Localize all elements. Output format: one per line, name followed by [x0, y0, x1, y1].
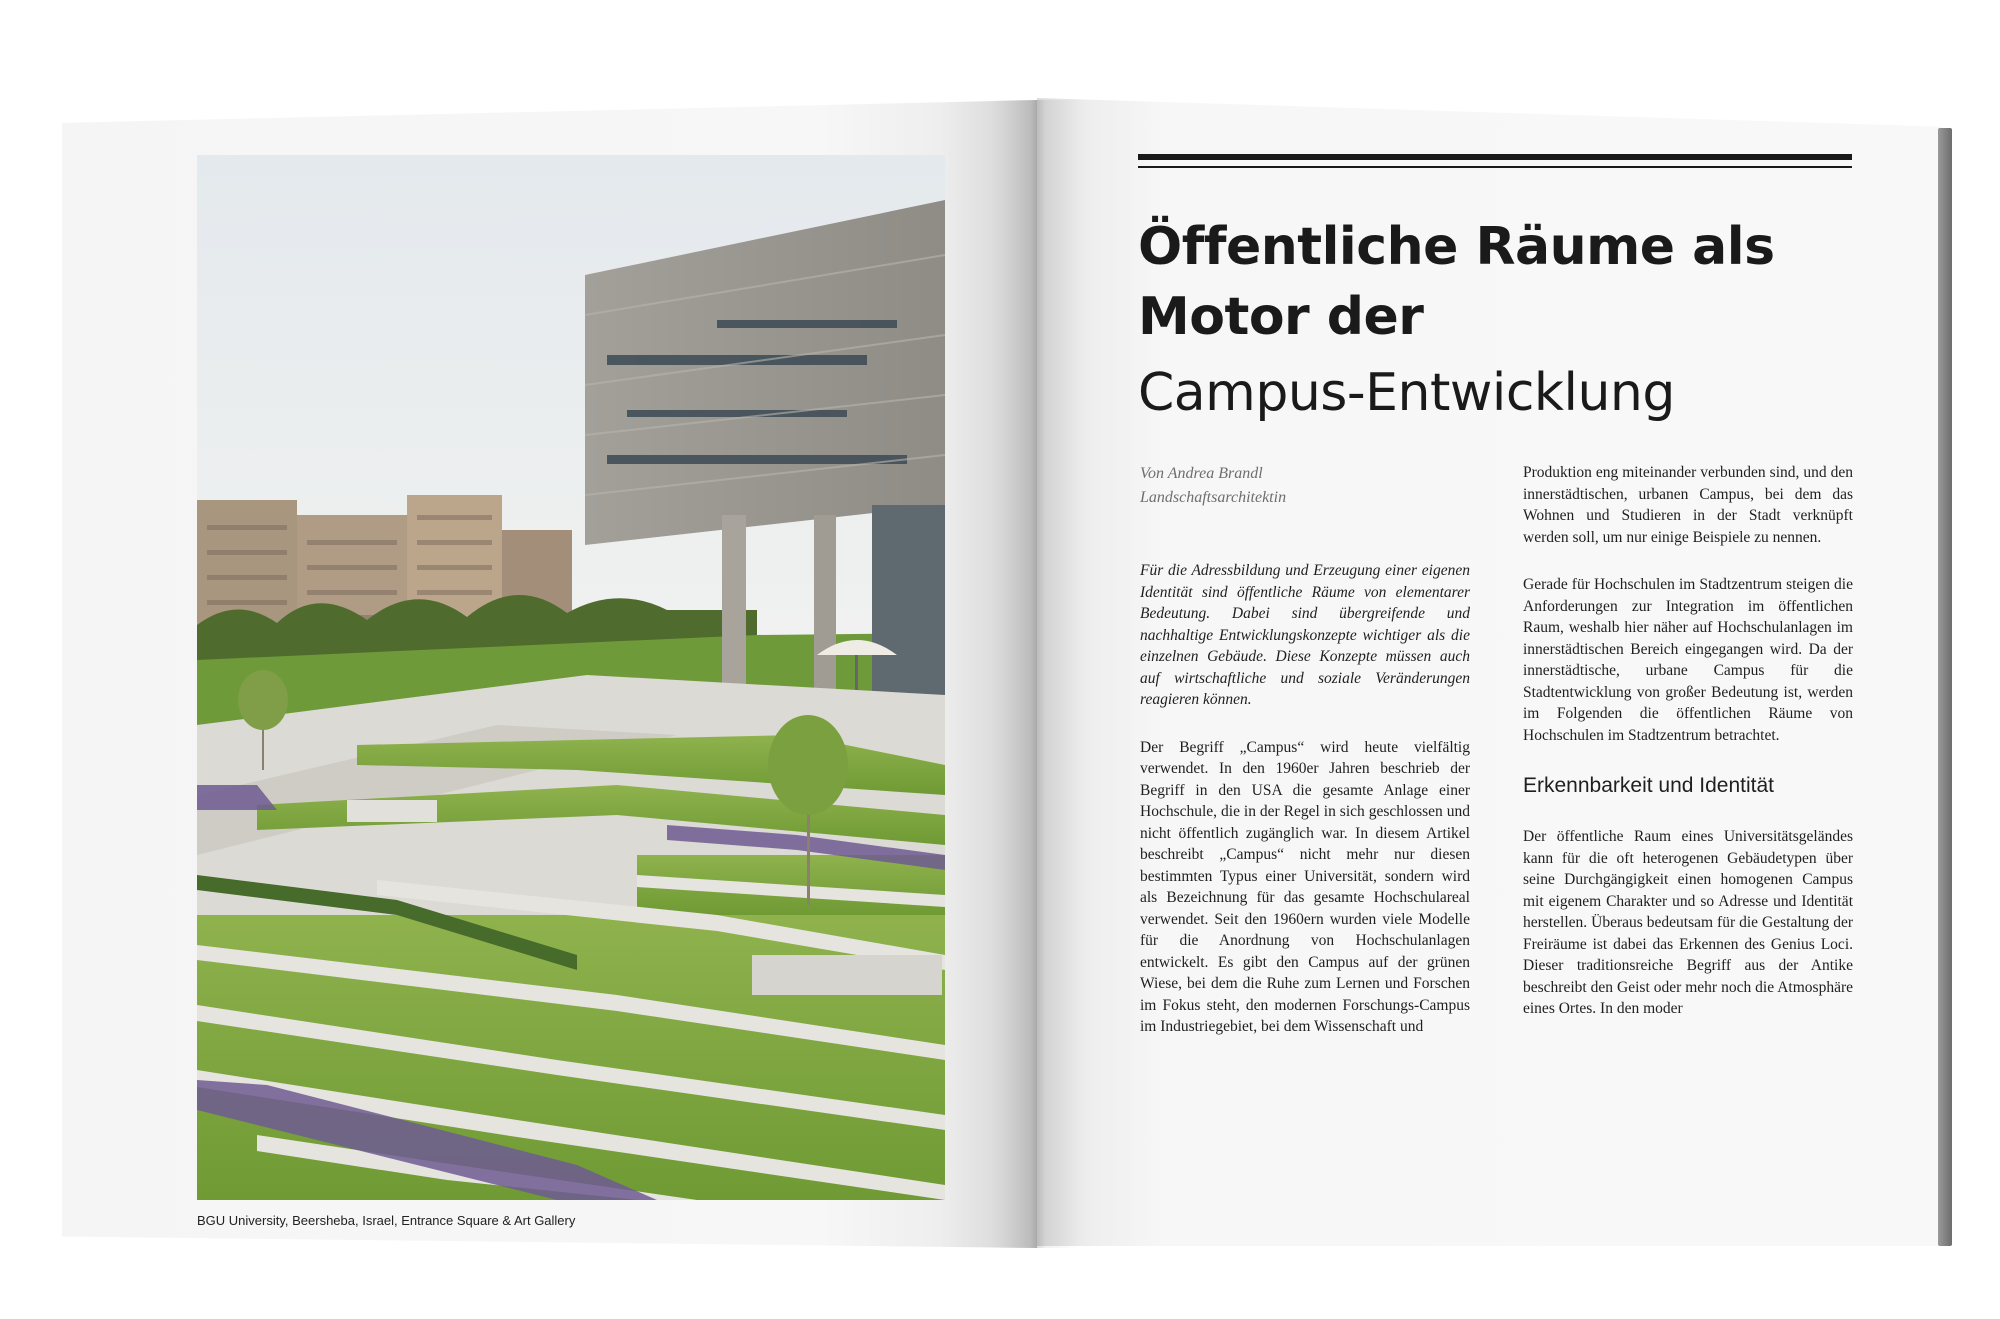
author-byline [1140, 462, 1470, 510]
text-column-left [1140, 462, 1470, 1064]
article-headline [1138, 212, 1858, 352]
author-name: Von Andrea Brandl [1140, 465, 1263, 482]
author-role: Landschaftsarchitektin [1140, 489, 1287, 506]
header-rule-thick [1138, 154, 1852, 160]
page-edge [1938, 128, 1952, 1246]
campus-photo [197, 155, 945, 1200]
header-rule-thin [1138, 166, 1852, 168]
body-paragraph-4: Der öffentliche Raum eines Universitätsgeländes kann für die oft heterogenen Gebäudetypen über seine Durchgängigkeit einen homogenen Campus mit eigenem Charakter und so Adresse und Identität herstellen. Überaus bedeutsam für die Gestaltung der Freiräume ist dabei das Erkennen des Genius Loci. Dieser traditionsreiche Begriff aus der Antike beschreibt den Geist oder mehr noch die Atmosphäre eines Ortes. In den moder [1523, 828, 1853, 1017]
intro-paragraph: Für die Adressbildung und Erzeugung einer eigenen Identität sind öffentliche Räume von elementarer Bedeutung. Dabei sind übergreifende und nachhaltige Entwicklungskonzepte wichtiger als die einzelnen Gebäude. Diese Konzepte müssen auch auf wirtschaftliche und soziale Veränderungen reagieren können. [1140, 562, 1470, 708]
body-paragraph-1: Der Begriff „Campus“ wird heute vielfältig verwendet. In den 1960er Jahren beschrieb der Begriff in den USA die gesamte Anlage einer Hochschule, die in der Regel in sich geschlossen und nicht öffentlich zugänglich war. In diesem Artikel beschreibt „Campus“ nicht mehr nur diesen bestimmten Typus einer Universität, sondern wird als Bezeichnung für das gesamte Hochschulareal verwendet. Seit den 1960ern wurden viele Modelle für die Anordnung von Hochschulanlagen entwickelt. Es gibt den Campus auf der grünen Wiese, bei dem die Ruhe zum Lernen und Forschen im Fokus steht, den modernen Forschungs-Campus im Industriegebiet, bei dem Wissenschaft und [1140, 738, 1470, 1035]
photo-caption: BGU University, Beersheba, Israel, Entrance Square & Art Gallery [197, 1213, 576, 1228]
body-paragraph-2: Produktion eng miteinander verbunden sind, und den innerstädtischen, urbanen Campus, bei dem das Wohnen und Studieren in der Stadt verknüpft werden soll, um nur einige Beispiele zu nennen. [1523, 464, 1853, 546]
article-subheadline: Campus-Entwicklung [1138, 363, 1675, 423]
text-column-right [1523, 462, 1853, 1046]
headline-line-1: Öffentliche Räume als [1138, 217, 1775, 277]
body-paragraph-3: Gerade für Hochschulen im Stadtzentrum steigen die Anforderungen zur Integration im öffentlichen Raum, weshalb hier näher auf Hochschulanlagen im innerstädtischen Bereich eingegangen wird. Da der innerstädtische, urbane Campus für die Stadtentwicklung von großer Bedeutung ist, werden im Folgenden die öffentlichen Räume von Hochschulen im Stadtzentrum betrachtet. [1523, 576, 1853, 744]
headline-line-2: Motor der [1138, 287, 1424, 347]
section-heading: Erkennbarkeit und Identität [1523, 774, 1774, 797]
